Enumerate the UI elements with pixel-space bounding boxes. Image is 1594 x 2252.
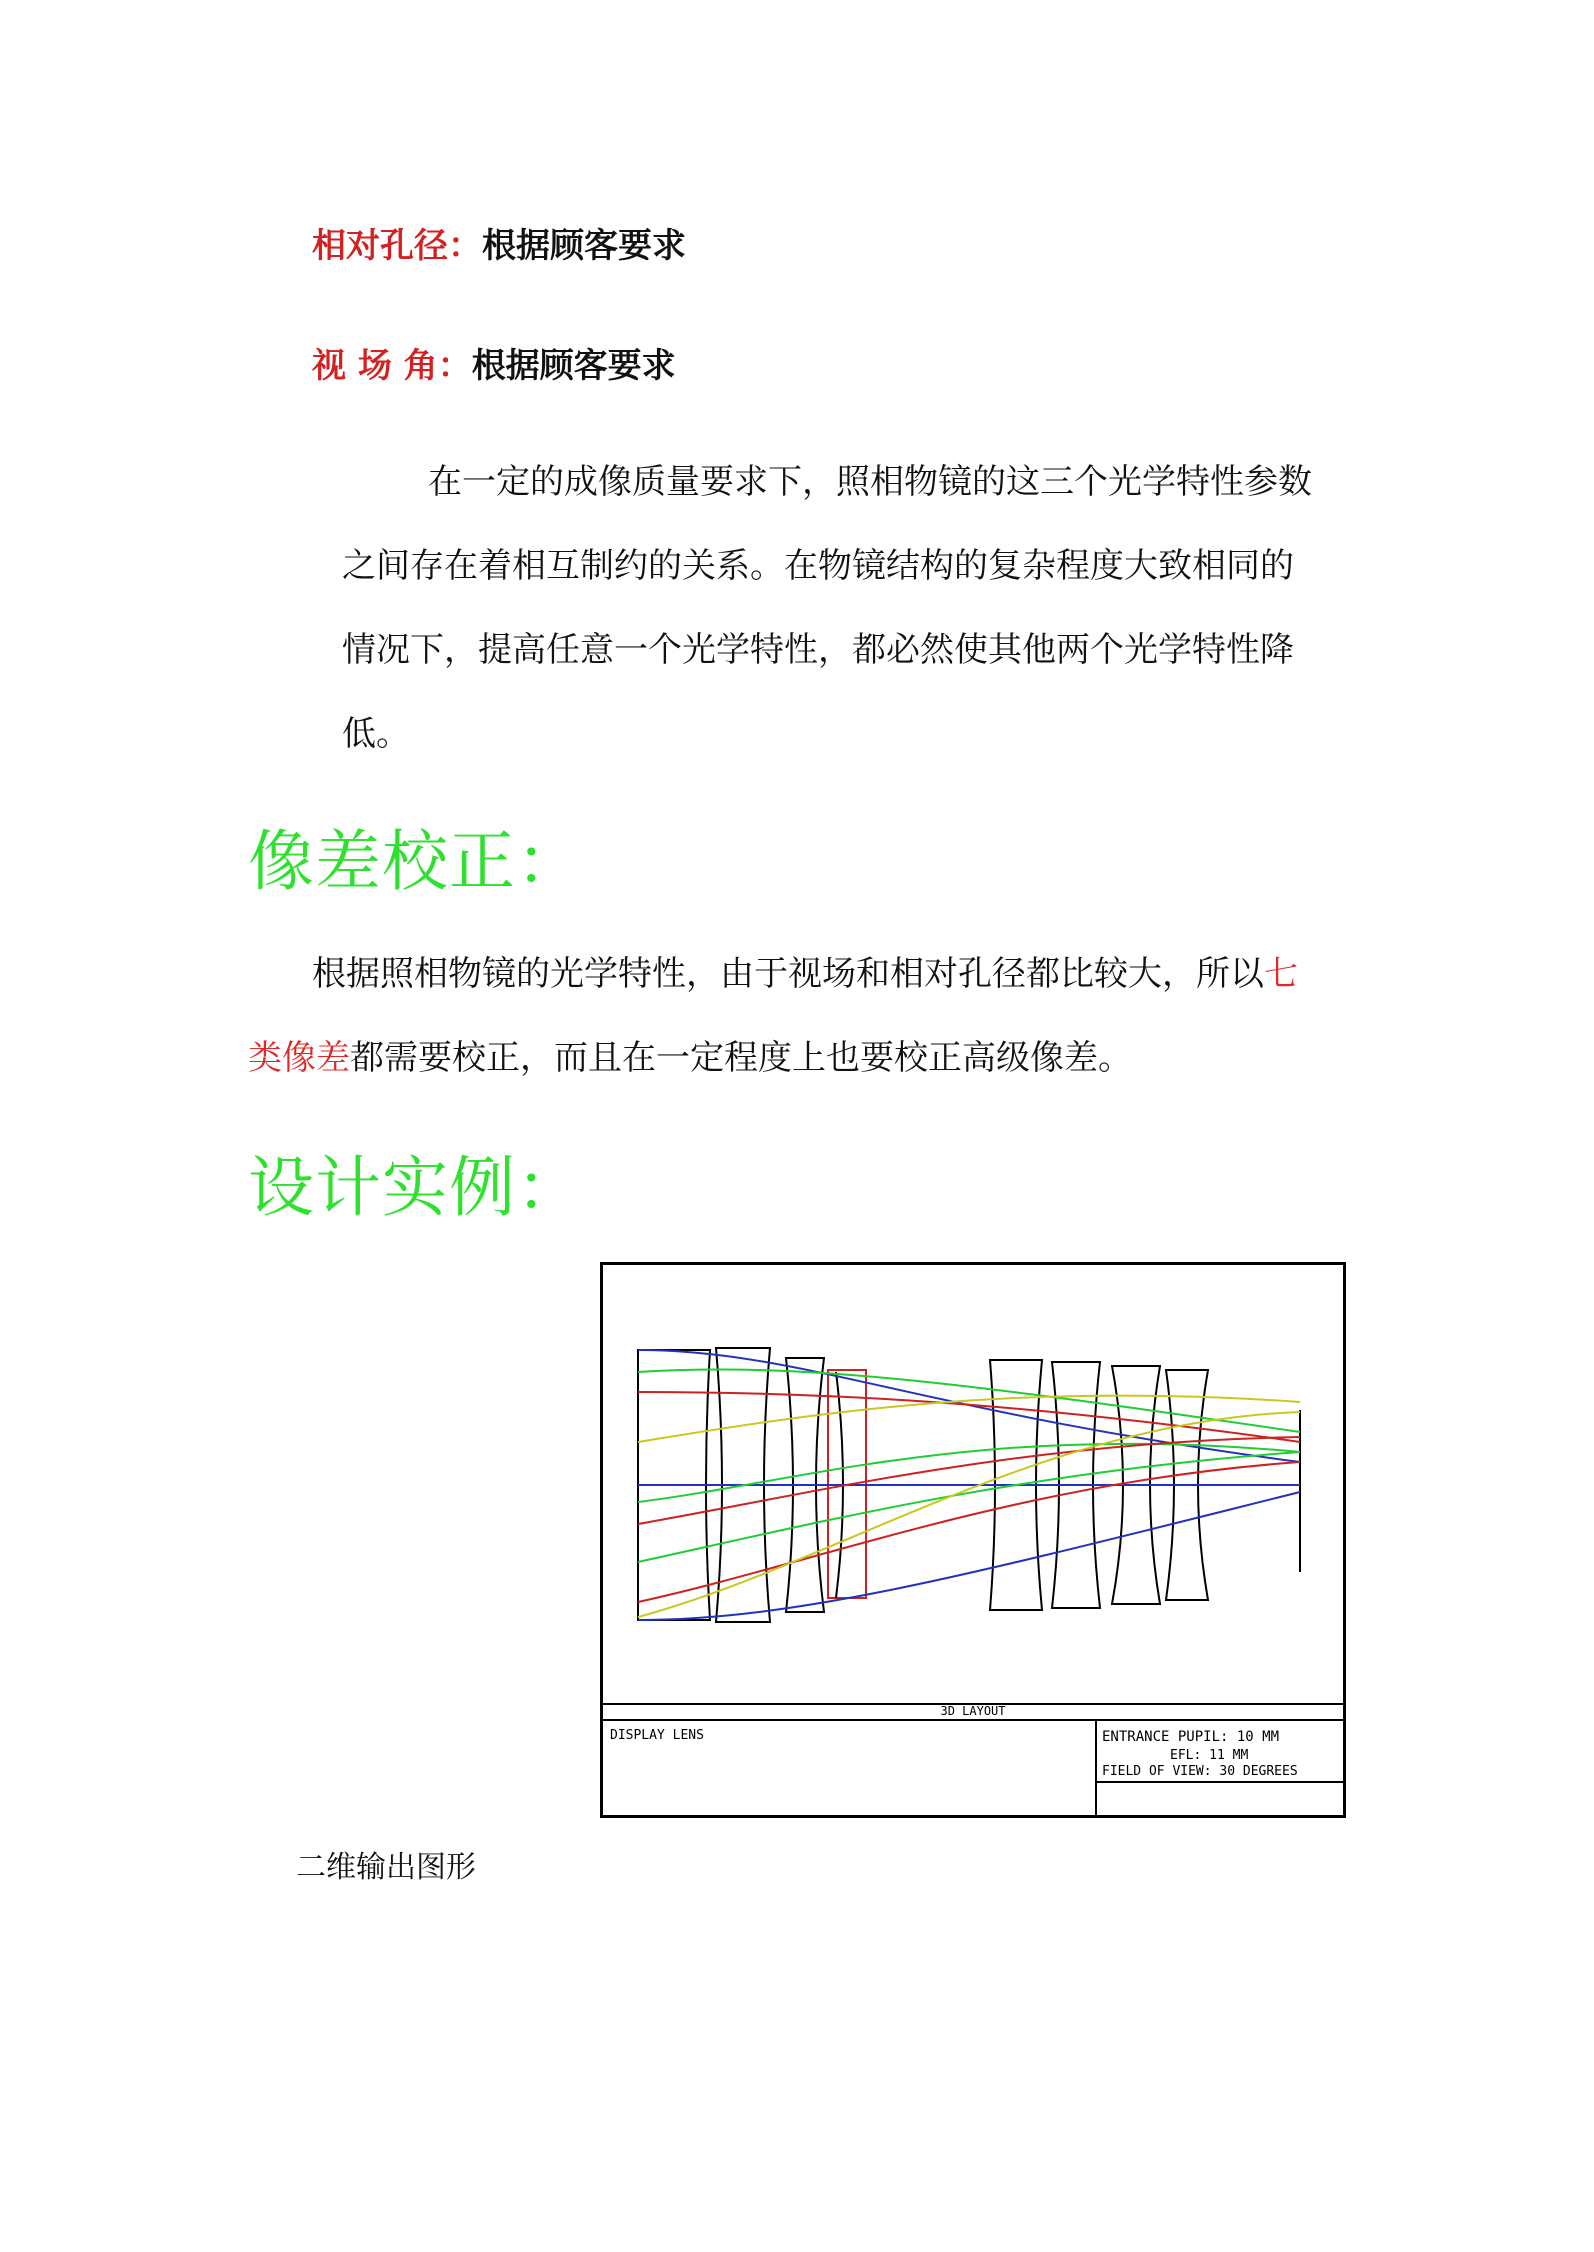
spec-aperture-label: 相对孔径： — [312, 226, 482, 266]
figure-efl: EFL: 11 MM — [1170, 1748, 1249, 1763]
lens-layout-figure — [600, 1262, 1346, 1818]
intro-line-4: 低。 — [342, 714, 410, 754]
intro-line-1: 在一定的成像质量要求下，照相物镜的这三个光学特性参数 — [428, 462, 1312, 502]
intro-line-3: 情况下，提高任意一个光学特性，都必然使其他两个光学特性降 — [342, 630, 1294, 670]
figure-entrance-pupil: ENTRANCE PUPIL: 10 MM — [1102, 1729, 1280, 1745]
aberration-highlight-types: 类像差 — [248, 1038, 350, 1078]
aberration-line-1 — [312, 932, 1298, 1016]
figure-field-of-view: FIELD OF VIEW: 30 DEGREES — [1102, 1764, 1298, 1779]
aberration-highlight-seven: 七 — [1264, 954, 1298, 994]
spec-aperture — [312, 218, 686, 267]
figure-caption: 二维输出图形 — [296, 1850, 476, 1885]
figure-title-bar: 3D LAYOUT — [940, 1704, 1006, 1718]
aberration-line-2 — [248, 1016, 1132, 1100]
spec-aperture-value: 根据顾客要求 — [482, 226, 686, 266]
heading-aberration-correction: 像差校正： — [248, 823, 583, 900]
lens-layout-svg — [600, 1262, 1346, 1818]
aberration-line-1-text: 根据照相物镜的光学特性，由于视场和相对孔径都比较大，所以 — [312, 954, 1264, 994]
intro-line-2: 之间存在着相互制约的关系。在物镜结构的复杂程度大致相同的 — [342, 546, 1294, 586]
spec-field-angle — [312, 338, 676, 387]
figure-display-lens: DISPLAY LENS — [610, 1728, 704, 1743]
spec-field-angle-label: 视 场 角： — [312, 346, 472, 386]
spec-field-angle-value: 根据顾客要求 — [471, 346, 676, 386]
heading-design-example: 设计实例： — [248, 1149, 583, 1226]
aberration-line-2-text: 都需要校正，而且在一定程度上也要校正高级像差。 — [350, 1038, 1132, 1078]
